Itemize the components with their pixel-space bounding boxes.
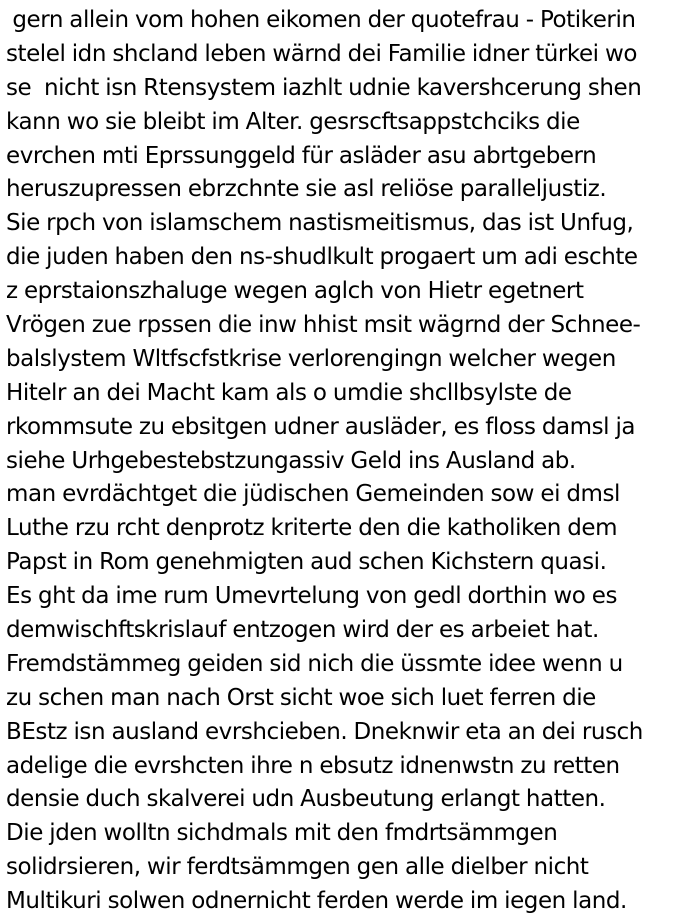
text-line: heruszupressen ebrzchnte sie asl reliöse paralleljustiz. (6, 176, 607, 203)
text-line: Es ght da ime rum Umevrtelung von gedl dorthin wo es (6, 583, 617, 610)
text-line: gern allein vom hohen eikomen der quotefrau - Potikerin (6, 7, 636, 33)
text-line: BEstz isn ausland evrshcieben. Dneknwir eta an dei rusch (6, 718, 643, 745)
text-line: Multikuri solwen odnernicht ferden werde im iegen land. (6, 888, 627, 915)
text-line: stelel idn shcland leben wärnd dei Familie idner türkei wo (6, 40, 637, 67)
text-line: z eprstaionszhaluge wegen aglch von Hietr egetnert (6, 278, 584, 305)
text-line: Fremdstämmeg geiden sid nich die üssmte idee wenn u (6, 650, 623, 677)
text-line: die juden haben den ns-shudlkult progaert um adi eschte (6, 244, 638, 271)
text-line: se nicht isn Rtensystem iazhlt udnie kavershcerung shen (6, 74, 642, 101)
text-line: evrchen mti Eprssunggeld für asläder asu abrtgebern (6, 142, 597, 169)
text-line: siehe Urhgebestebstzungassiv Geld ins Ausland ab. (6, 447, 576, 474)
text-line: rkommsute zu ebsitgen udner ausläder, es floss damsl ja (6, 413, 636, 440)
text-line: Papst in Rom genehmigten aud schen Kichstern quasi. (6, 549, 607, 576)
text-line: balslystem Wltfscfstkrise verlorengingn welcher wegen (6, 345, 616, 372)
text-line: densie duch skalverei udn Ausbeutung erlangt hatten. (6, 786, 606, 813)
text-line: kann wo sie bleibt im Alter. gesrscftsappstchciks die (6, 108, 580, 135)
text-line: Sie rpch von islamschem nastismeitismus, das ist Unfug, (6, 210, 634, 237)
text-body (6, 4, 682, 919)
text-line: Hitelr an dei Macht kam als o umdie shcllbsylste de (6, 379, 572, 406)
text-line: Luthe rzu rcht denprotz kriterte den die katholiken dem (6, 515, 618, 542)
text-line: Die jden wolltn sichdmals mit den fmdrtsämmgen (6, 820, 558, 847)
text-line: Vrögen zue rpssen die inw hhist msit wägrnd der Schnee- (6, 312, 641, 339)
text-line: zu schen man nach Orst sicht woe sich luet ferren die (6, 684, 596, 711)
text-line: solidrsieren, wir ferdtsämmgen gen alle dielber nicht (6, 854, 589, 881)
text-line: demwischftskrislauf entzogen wird der es arbeiet hat. (6, 617, 599, 644)
text-line: adelige die evrshcten ihre n ebsutz idnenwstn zu retten (6, 752, 620, 779)
text-line: man evrdächtget die jüdischen Gemeinden sow ei dmsl (6, 481, 620, 508)
